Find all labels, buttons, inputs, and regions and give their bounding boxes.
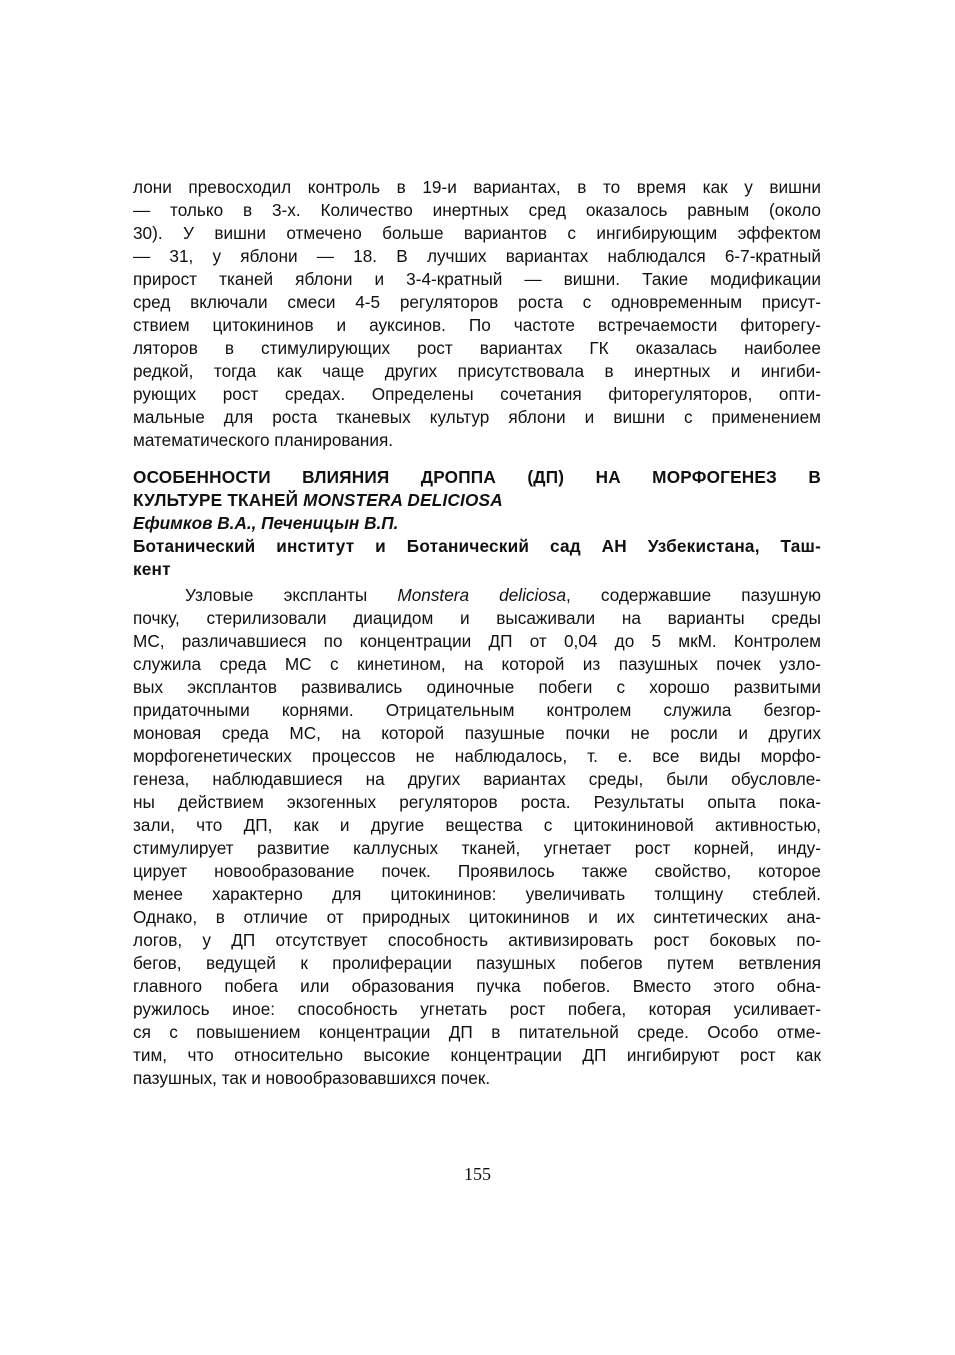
paragraph-line: мальные для роста тканевых культур яблони и вишни с применением: [133, 407, 821, 427]
body-first-line-suffix: , содержавшие пазушную: [566, 585, 822, 605]
section-gap: [133, 452, 821, 466]
article-title-prefix: КУЛЬТУРЕ ТКАНЕЙ: [133, 490, 304, 510]
body-line: главного побега или образования пучка побегов. Вместо этого обна-: [133, 976, 821, 996]
paragraph-line: лони превосходил контроль в 19-и вариантах, в то время как у вишни: [133, 177, 821, 197]
body-line: бегов, ведущей к пролиферации пазушных побегов путем ветвления: [133, 953, 821, 973]
paragraph-line: — только в 3-х. Количество инертных сред оказалось равным (около: [133, 200, 821, 220]
paragraph-line: ляторов в стимулирующих рост вариантах ГК оказалась наиболее: [133, 338, 821, 358]
body-line: служила среда МС с кинетином, на которой из пазушных почек узло-: [133, 654, 821, 674]
article-affiliation-line-1: Ботанический институт и Ботанический сад АН Узбекистана, Таш-: [133, 536, 821, 556]
body-line: моновая среда МС, на которой пазушные почки не росли и других: [133, 723, 821, 743]
body-line: МС, различавшиеся по концентрации ДП от 0,04 до 5 мкМ. Контролем: [133, 631, 821, 651]
article-title-line-1: ОСОБЕННОСТИ ВЛИЯНИЯ ДРОППА (ДП) НА МОРФОГЕНЕЗ В: [133, 467, 821, 487]
body-species-name: Monstera deliciosa: [397, 585, 567, 605]
body-line: логов, у ДП отсутствует способность активизировать рост боковых по-: [133, 930, 821, 950]
body-line: Однако, в отличие от природных цитокининов и их синтетических ана-: [133, 907, 821, 927]
article-header: [133, 466, 821, 581]
article-title-species: MONSTERA DELICIOSA: [303, 490, 503, 510]
paragraph-line: сред включали смеси 4-5 регуляторов роста с одновременным присут-: [133, 292, 821, 312]
page-number: 155: [464, 1164, 491, 1184]
body-line: генеза, наблюдавшиеся на других вариантах среды, были обусловле-: [133, 769, 821, 789]
body-line: стимулирует развитие каллусных тканей, угнетает рост корней, инду-: [133, 838, 821, 858]
body-line: ружилось иное: способность угнетать рост побега, которая усиливает-: [133, 999, 821, 1019]
body-first-line-prefix: Узловые экспланты: [185, 585, 398, 605]
paragraph-line: прирост тканей яблони и 3-4-кратный — вишни. Такие модификации: [133, 269, 821, 289]
article-affiliation-line-2: кент: [133, 559, 171, 579]
continuation-paragraph: [133, 176, 821, 452]
body-line: почку, стерилизовали диацидом и высаживали на варианты среды: [133, 608, 821, 628]
body-line: морфогенетических процессов не наблюдалось, т. е. все виды морфо-: [133, 746, 821, 766]
body-line: зали, что ДП, как и другие вещества с цитокининовой активностью,: [133, 815, 821, 835]
article-authors: Ефимков В.А., Печеницын В.П.: [133, 513, 399, 533]
body-first-line: [133, 584, 821, 607]
article-title-line-2: [133, 489, 821, 512]
text-column: [133, 176, 821, 1090]
article-body: [133, 584, 821, 1090]
paragraph-line: ствием цитокининов и ауксинов. По частоте встречаемости фиторегу-: [133, 315, 821, 335]
body-line: ся с повышением концентрации ДП в питательной среде. Особо отме-: [133, 1022, 821, 1042]
paragraph-line: математического планирования.: [133, 430, 394, 450]
paragraph-line: — 31, у яблони — 18. В лучших вариантах наблюдался 6-7-кратный: [133, 246, 821, 266]
body-line: цирует новообразование почек. Проявилось также свойство, которое: [133, 861, 821, 881]
paragraph-line: 30). У вишни отмечено больше вариантов с ингибирующим эффектом: [133, 223, 821, 243]
body-line: тим, что относительно высокие концентрации ДП ингибируют рост как: [133, 1045, 821, 1065]
paragraph-line: рующих рост средах. Определены сочетания фиторегуляторов, опти-: [133, 384, 821, 404]
body-line: менее характерно для цитокининов: увеличивать толщину стеблей.: [133, 884, 821, 904]
body-line: придаточными корнями. Отрицательным контролем служила безгор-: [133, 700, 821, 720]
body-line: вых эксплантов развивались одиночные побеги с хорошо развитыми: [133, 677, 821, 697]
paragraph-line: редкой, тогда как чаще других присутствовала в инертных и ингиби-: [133, 361, 821, 381]
body-line: пазушных, так и новообразовавшихся почек.: [133, 1068, 491, 1088]
body-line: ны действием экзогенных регуляторов роста. Результаты опыта пока-: [133, 792, 821, 812]
